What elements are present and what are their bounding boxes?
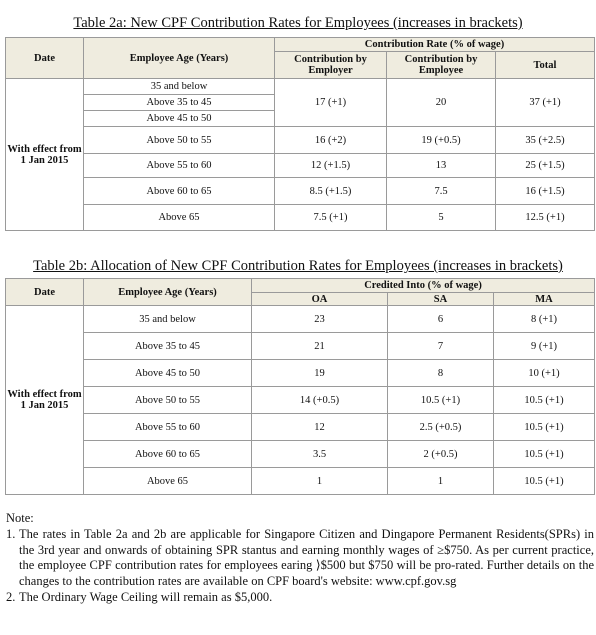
employer-cell: 12 (+1.5) bbox=[275, 154, 387, 178]
header-contribution-rate: Contribution Rate (% of wage) bbox=[275, 38, 595, 52]
employee-cell: 5 bbox=[387, 205, 496, 231]
age-cell: Above 35 to 45 bbox=[84, 95, 275, 111]
oa-cell: 3.5 bbox=[252, 441, 388, 468]
header-employer: Contribution by Employer bbox=[275, 52, 387, 79]
total-cell: 12.5 (+1) bbox=[496, 205, 595, 231]
sa-cell: 10.5 (+1) bbox=[388, 387, 494, 414]
note-text: The Ordinary Wage Ceiling will remain as $5,000. bbox=[19, 589, 273, 604]
header-oa: OA bbox=[252, 293, 388, 306]
employer-cell: 8.5 (+1.5) bbox=[275, 178, 387, 205]
sa-cell: 2.5 (+0.5) bbox=[388, 414, 494, 441]
employee-cell: 20 bbox=[387, 79, 496, 127]
oa-cell: 12 bbox=[252, 414, 388, 441]
note-heading: Note: bbox=[6, 511, 34, 525]
age-cell: Above 50 to 55 bbox=[84, 387, 252, 414]
ma-cell: 9 (+1) bbox=[494, 333, 595, 360]
total-cell: 16 (+1.5) bbox=[496, 178, 595, 205]
age-cell: Above 45 to 50 bbox=[84, 111, 275, 127]
age-cell: Above 55 to 60 bbox=[84, 154, 275, 178]
sa-cell: 2 (+0.5) bbox=[388, 441, 494, 468]
header-total: Total bbox=[496, 52, 595, 79]
header-age: Employee Age (Years) bbox=[84, 38, 275, 79]
employer-cell: 16 (+2) bbox=[275, 127, 387, 154]
table-2a bbox=[5, 37, 595, 231]
age-cell: Above 65 bbox=[84, 468, 252, 495]
oa-cell: 14 (+0.5) bbox=[252, 387, 388, 414]
total-cell: 35 (+2.5) bbox=[496, 127, 595, 154]
oa-cell: 19 bbox=[252, 360, 388, 387]
age-cell: 35 and below bbox=[84, 306, 252, 333]
total-cell: 37 (+1) bbox=[496, 79, 595, 127]
date-label: With effect from 1 Jan 2015 bbox=[6, 79, 84, 231]
oa-cell: 21 bbox=[252, 333, 388, 360]
ma-cell: 10.5 (+1) bbox=[494, 441, 595, 468]
age-cell: Above 60 to 65 bbox=[84, 178, 275, 205]
date-label: With effect from 1 Jan 2015 bbox=[6, 306, 84, 495]
employee-cell: 19 (+0.5) bbox=[387, 127, 496, 154]
header-date: Date bbox=[6, 38, 84, 79]
ma-cell: 10 (+1) bbox=[494, 360, 595, 387]
age-cell: Above 45 to 50 bbox=[84, 360, 252, 387]
age-cell: Above 60 to 65 bbox=[84, 441, 252, 468]
note-item bbox=[6, 590, 594, 606]
oa-cell: 23 bbox=[252, 306, 388, 333]
note-text: The rates in Table 2a and 2b are applicable for Singapore Citizen and Dingapore Permanent Residents(SPRs) in the 3rd year and onwards of obtaining SPR stantus and earning monthly wages of ≥$750. As per current practice, the employee CPF contribution rates for employees earing ⟩$500 but $750 will be pro-rated. Further details on the changes to the contribution rates are available on CPF board's website: www.cpf.gov.sg bbox=[19, 526, 594, 589]
header-date: Date bbox=[6, 279, 84, 306]
sa-cell: 7 bbox=[388, 333, 494, 360]
ma-cell: 10.5 (+1) bbox=[494, 414, 595, 441]
ma-cell: 10.5 (+1) bbox=[494, 468, 595, 495]
note-number: 1. bbox=[6, 526, 16, 541]
ma-cell: 10.5 (+1) bbox=[494, 387, 595, 414]
header-sa: SA bbox=[388, 293, 494, 306]
age-cell: 35 and below bbox=[84, 79, 275, 95]
header-credited-into: Credited Into (% of wage) bbox=[252, 279, 595, 293]
header-age: Employee Age (Years) bbox=[84, 279, 252, 306]
employer-cell: 7.5 (+1) bbox=[275, 205, 387, 231]
note-number: 2. bbox=[6, 589, 16, 604]
sa-cell: 8 bbox=[388, 360, 494, 387]
ma-cell: 8 (+1) bbox=[494, 306, 595, 333]
sa-cell: 1 bbox=[388, 468, 494, 495]
table-2a-caption: Table 2a: New CPF Contribution Rates for Employees (increases in brackets) bbox=[73, 15, 523, 31]
age-cell: Above 55 to 60 bbox=[84, 414, 252, 441]
employer-cell: 17 (+1) bbox=[275, 79, 387, 127]
sa-cell: 6 bbox=[388, 306, 494, 333]
age-cell: Above 35 to 45 bbox=[84, 333, 252, 360]
header-employee: Contribution by Employee bbox=[387, 52, 496, 79]
note-item bbox=[6, 527, 594, 590]
oa-cell: 1 bbox=[252, 468, 388, 495]
table-2b bbox=[5, 278, 595, 495]
age-cell: Above 65 bbox=[84, 205, 275, 231]
employee-cell: 7.5 bbox=[387, 178, 496, 205]
age-cell: Above 50 to 55 bbox=[84, 127, 275, 154]
total-cell: 25 (+1.5) bbox=[496, 154, 595, 178]
table-2b-caption: Table 2b: Allocation of New CPF Contribution Rates for Employees (increases in brackets) bbox=[33, 258, 563, 274]
employee-cell: 13 bbox=[387, 154, 496, 178]
header-ma: MA bbox=[494, 293, 595, 306]
notes bbox=[6, 511, 594, 606]
